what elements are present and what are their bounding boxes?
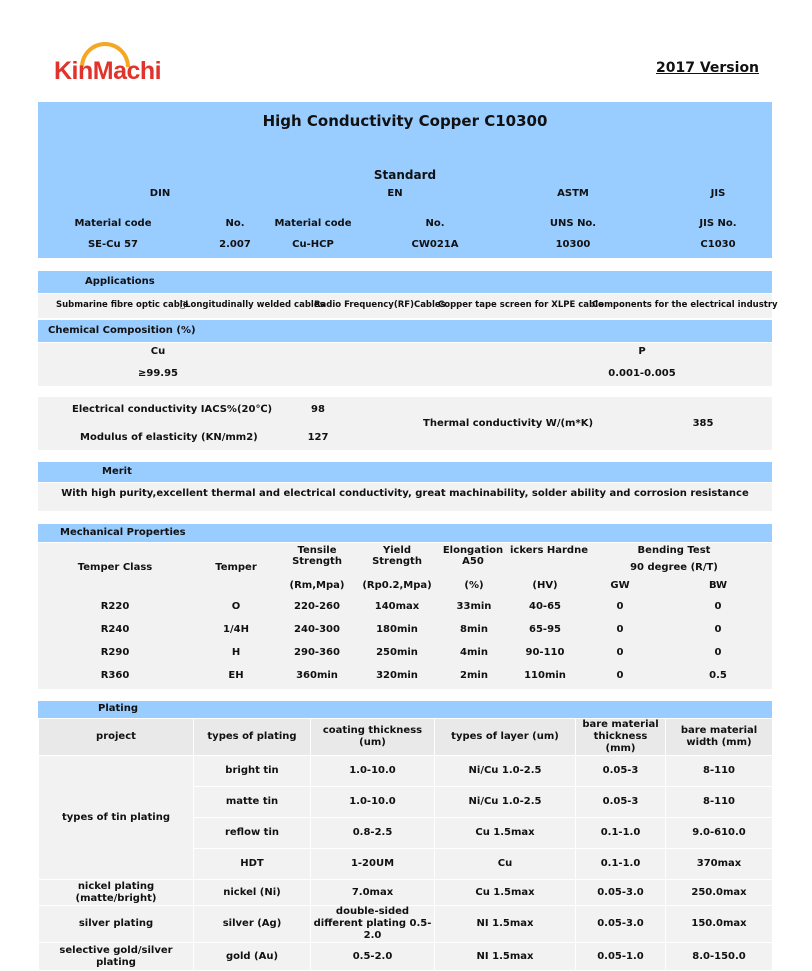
- modulus-label: Modulus of elasticity (KN/mm2): [80, 432, 258, 443]
- mech-cell: 0: [616, 670, 624, 681]
- table-cell: 8-110: [666, 756, 773, 787]
- table-cell: Cu 1.5max: [435, 880, 576, 906]
- thermal-conductivity-label: Thermal conductivity W/(m*K): [423, 418, 594, 429]
- col-bending: Bending Test: [637, 545, 711, 556]
- application-item: Longitudinally welded cables: [180, 300, 320, 310]
- plating-col-header: coating thickness (um): [311, 719, 435, 756]
- table-cell: Cu 1.5max: [435, 818, 576, 849]
- logo-text: KinMachi: [54, 57, 162, 85]
- bending-subheading: 90 degree (R/T): [630, 562, 718, 573]
- table-cell: nickel (Ni): [194, 880, 311, 906]
- col-elongation: Elongation A50: [442, 545, 504, 567]
- table-row: [39, 906, 773, 943]
- table-cell: 8-110: [666, 787, 773, 818]
- merit-text: With high purity,excellent thermal and electrical conductivity, great machinability, solder ability and corrosion resistance: [61, 488, 749, 499]
- mech-cell: 110min: [524, 670, 566, 681]
- mech-cell: 320min: [376, 670, 418, 681]
- mech-cell: R240: [100, 624, 130, 635]
- mech-cell: 65-95: [529, 624, 561, 635]
- application-item: Radio Frequency(RF)Cables: [314, 300, 446, 310]
- mech-cell: 220-260: [294, 601, 340, 612]
- modulus-value: 127: [307, 432, 329, 443]
- mech-cell: 1/4H: [223, 624, 249, 635]
- element-p: P: [638, 346, 646, 357]
- table-cell: 0.05-3.0: [576, 880, 666, 906]
- table-cell: 0.05-3.0: [576, 906, 666, 943]
- mech-cell: 0: [714, 624, 722, 635]
- table-row: [39, 943, 773, 971]
- value-cu: ≥99.95: [137, 368, 178, 379]
- plating-header-row: [39, 719, 773, 756]
- thermal-conductivity-value: 385: [692, 418, 714, 429]
- label-jis-no: JIS No.: [699, 218, 737, 229]
- table-cell: matte tin: [194, 787, 311, 818]
- mech-cell: 90-110: [525, 647, 565, 658]
- table-cell: reflow tin: [194, 818, 311, 849]
- value-din-material-code: SE-Cu 57: [87, 239, 139, 250]
- col-gw: GW: [610, 580, 630, 591]
- col-bw: BW: [708, 580, 728, 591]
- value-p: 0.001-0.005: [608, 368, 676, 379]
- table-cell: 1.0-10.0: [311, 756, 435, 787]
- mechanical-heading: Mechanical Properties: [60, 527, 186, 538]
- col-tensile: Tensile Strength: [292, 545, 342, 567]
- table-cell: double-sided different plating 0.5-2.0: [311, 906, 435, 943]
- label-no-en: No.: [425, 218, 445, 229]
- plating-header: [38, 701, 772, 718]
- table-cell: NI 1.5max: [435, 943, 576, 971]
- table-cell: 9.0-610.0: [666, 818, 773, 849]
- value-jis-no: C1030: [700, 239, 736, 250]
- table-cell: gold (Au): [194, 943, 311, 971]
- table-cell: 1.0-10.0: [311, 787, 435, 818]
- mech-cell: 2min: [460, 670, 488, 681]
- element-cu: Cu: [150, 346, 166, 357]
- mech-cell: EH: [228, 670, 244, 681]
- mech-cell: 180min: [376, 624, 418, 635]
- org-en: EN: [387, 188, 403, 199]
- mech-cell: 250min: [376, 647, 418, 658]
- unit-tensile: (Rm,Mpa): [289, 580, 345, 591]
- value-uns-no: 10300: [555, 239, 591, 250]
- table-cell: 7.0max: [311, 880, 435, 906]
- table-cell: 0.1-1.0: [576, 849, 666, 880]
- page-title: High Conductivity Copper C10300: [262, 112, 548, 130]
- col-hardness: ickers Hardne: [510, 545, 588, 556]
- mech-cell: 0: [616, 647, 624, 658]
- kinmachi-logo: [54, 40, 164, 102]
- table-cell: nickel plating (matte/bright): [39, 880, 194, 906]
- chemical-heading: Chemical Composition (%): [48, 325, 196, 336]
- merit-header: [38, 462, 772, 482]
- mech-cell: 0: [616, 624, 624, 635]
- mech-cell: 360min: [296, 670, 338, 681]
- label-uns-no: UNS No.: [549, 218, 597, 229]
- version-label: 2017 Version: [656, 60, 760, 76]
- standard-heading: Standard: [373, 168, 437, 182]
- mech-cell: 290-360: [294, 647, 340, 658]
- table-cell: silver (Ag): [194, 906, 311, 943]
- table-cell: silver plating: [39, 906, 194, 943]
- table-cell: Cu: [435, 849, 576, 880]
- mech-cell: H: [231, 647, 241, 658]
- table-cell: 150.0max: [666, 906, 773, 943]
- applications-heading: Applications: [85, 276, 155, 287]
- table-cell: Ni/Cu 1.0-2.5: [435, 787, 576, 818]
- unit-yield: (Rp0.2,Mpa): [362, 580, 432, 591]
- table-cell: 0.05-3: [576, 756, 666, 787]
- table-row: [39, 880, 773, 906]
- table-cell: NI 1.5max: [435, 906, 576, 943]
- org-astm: ASTM: [557, 188, 589, 199]
- mech-cell: R360: [100, 670, 130, 681]
- org-jis: JIS: [710, 188, 726, 199]
- mech-cell: 240-300: [294, 624, 340, 635]
- table-cell: 0.1-1.0: [576, 818, 666, 849]
- value-en-no: CW021A: [411, 239, 459, 250]
- value-din-no: 2.007: [219, 239, 251, 250]
- label-no-din: No.: [225, 218, 245, 229]
- plating-col-header: types of layer (um): [435, 719, 576, 756]
- plating-col-header: bare material thickness (mm): [576, 719, 666, 756]
- mech-cell: 0: [714, 601, 722, 612]
- table-cell: 370max: [666, 849, 773, 880]
- table-cell: 8.0-150.0: [666, 943, 773, 971]
- mech-cell: 4min: [460, 647, 488, 658]
- table-cell: 250.0max: [666, 880, 773, 906]
- col-yield: Yield Strength: [372, 545, 422, 567]
- unit-elongation: (%): [464, 580, 484, 591]
- org-din: DIN: [149, 188, 171, 199]
- mech-cell: R290: [100, 647, 130, 658]
- mech-cell: 0.5: [709, 670, 727, 681]
- mech-cell: 33min: [456, 601, 492, 612]
- mech-cell: 0: [616, 601, 624, 612]
- merit-heading: Merit: [102, 466, 132, 477]
- mech-cell: R220: [100, 601, 130, 612]
- plating-col-header: project: [39, 719, 194, 756]
- table-cell: 1-20UM: [311, 849, 435, 880]
- col-temper: Temper: [215, 562, 257, 573]
- application-item: Copper tape screen for XLPE cable: [438, 300, 604, 310]
- electrical-conductivity-value: 98: [311, 404, 325, 415]
- mech-cell: 40-65: [529, 601, 561, 612]
- unit-hardness: (HV): [532, 580, 558, 591]
- mech-cell: 0: [714, 647, 722, 658]
- label-material-code-din: Material code: [74, 218, 152, 229]
- mech-cell: 140max: [374, 601, 420, 612]
- table-cell: Ni/Cu 1.0-2.5: [435, 756, 576, 787]
- table-cell: 0.5-2.0: [311, 943, 435, 971]
- electrical-conductivity-label: Electrical conductivity IACS%(20℃): [72, 404, 273, 415]
- table-cell: HDT: [194, 849, 311, 880]
- tin-group-label: types of tin plating: [39, 756, 194, 880]
- col-temper-class: Temper Class: [77, 562, 153, 573]
- plating-col-header: types of plating: [194, 719, 311, 756]
- mech-cell: O: [231, 601, 241, 612]
- label-material-code-en: Material code: [274, 218, 352, 229]
- value-en-material-code: Cu-HCP: [292, 239, 334, 250]
- table-cell: bright tin: [194, 756, 311, 787]
- table-cell: 0.05-1.0: [576, 943, 666, 971]
- table-cell: selective gold/silver plating: [39, 943, 194, 971]
- table-cell: 0.05-3: [576, 787, 666, 818]
- table-cell: 0.8-2.5: [311, 818, 435, 849]
- table-row: [39, 756, 773, 787]
- plating-heading: Plating: [98, 703, 138, 714]
- plating-col-header: bare material width (mm): [666, 719, 773, 756]
- plating-table: [38, 718, 773, 971]
- application-item: Components for the electrical industry: [592, 300, 778, 310]
- mech-cell: 8min: [460, 624, 488, 635]
- application-item: Submarine fibre optic cable: [56, 300, 189, 310]
